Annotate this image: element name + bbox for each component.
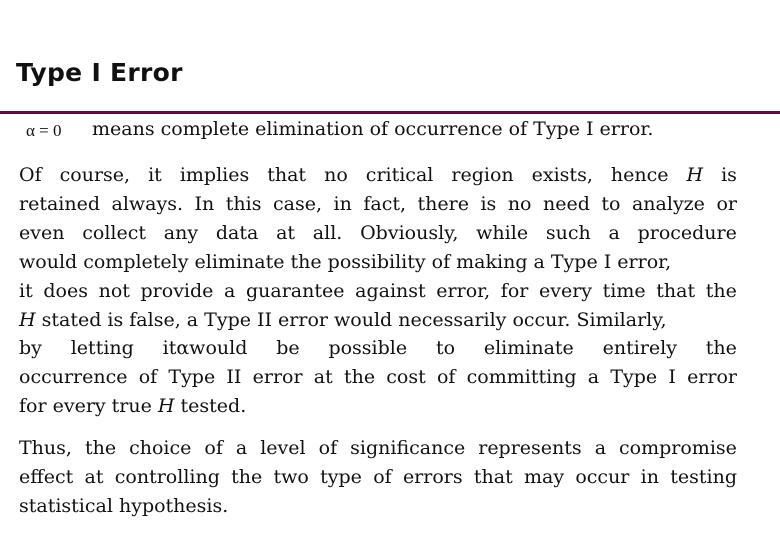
word: by bbox=[19, 337, 42, 360]
word: a bbox=[608, 221, 620, 244]
word: possible bbox=[328, 337, 408, 360]
word: no bbox=[507, 192, 532, 215]
text-segment: H stated is false, a Type II error would necessarily occur. Similarly, bbox=[19, 308, 667, 331]
word: implies bbox=[179, 164, 250, 186]
text-segment: statistical hypothesis. bbox=[19, 494, 229, 517]
word: effect bbox=[19, 465, 74, 488]
word: critical bbox=[365, 164, 434, 186]
word: exists, bbox=[531, 164, 593, 186]
word: that bbox=[473, 465, 513, 488]
word: collect bbox=[82, 221, 146, 244]
word: of bbox=[318, 437, 338, 459]
word: time bbox=[602, 279, 646, 302]
word: such bbox=[545, 221, 591, 244]
word: course, bbox=[59, 164, 131, 186]
word: letting bbox=[70, 337, 134, 360]
word: type bbox=[320, 465, 362, 488]
word: that bbox=[656, 279, 696, 302]
word: Type bbox=[610, 366, 658, 389]
word: at bbox=[276, 221, 296, 244]
word: is bbox=[480, 192, 497, 215]
word: committing bbox=[466, 366, 577, 389]
word: procedure bbox=[637, 221, 737, 244]
word: always. bbox=[111, 192, 184, 215]
word: retained bbox=[19, 192, 101, 215]
word: occur bbox=[575, 465, 630, 488]
word: that bbox=[267, 164, 307, 186]
word: Thus, bbox=[19, 437, 72, 459]
word: the bbox=[84, 437, 117, 459]
word: there bbox=[417, 192, 469, 215]
word: error bbox=[252, 366, 303, 389]
word: level bbox=[260, 437, 306, 459]
word: testing bbox=[670, 465, 737, 488]
text-line bbox=[19, 277, 737, 306]
alpha-equals-zero: α = 0 bbox=[26, 121, 62, 140]
text-line bbox=[19, 219, 737, 248]
slide-title: Type I Error bbox=[16, 58, 183, 87]
word: for bbox=[500, 279, 529, 302]
word: represents bbox=[478, 437, 582, 459]
word: II bbox=[226, 366, 242, 389]
word: of bbox=[138, 366, 158, 389]
word: against bbox=[355, 279, 426, 302]
word: the bbox=[343, 366, 376, 389]
word: entirely bbox=[602, 337, 677, 360]
text-line bbox=[19, 248, 737, 277]
word: at bbox=[313, 366, 333, 389]
word: analyze bbox=[631, 192, 705, 215]
word: in bbox=[640, 465, 659, 488]
alpha-explanation: means complete elimination of occurrence of Type I error. bbox=[92, 118, 654, 140]
word: it bbox=[148, 164, 162, 186]
word: a bbox=[224, 279, 236, 302]
word: every bbox=[538, 279, 593, 302]
paragraph-2 bbox=[19, 434, 737, 521]
word: errors bbox=[402, 465, 463, 488]
word: significance bbox=[350, 437, 466, 459]
text-line bbox=[19, 334, 737, 363]
word: Type bbox=[168, 366, 216, 389]
word: a bbox=[235, 437, 248, 459]
word: the bbox=[705, 279, 737, 302]
word: In bbox=[194, 192, 215, 215]
word: or bbox=[716, 192, 737, 215]
word: itαwould bbox=[162, 337, 248, 360]
word: hence bbox=[610, 164, 669, 186]
word: the bbox=[231, 465, 263, 488]
word: all. bbox=[312, 221, 343, 244]
text-line bbox=[19, 161, 737, 190]
word: I bbox=[668, 366, 676, 389]
word: two bbox=[273, 465, 309, 488]
word: of bbox=[436, 366, 456, 389]
word: it bbox=[19, 279, 33, 302]
word: error bbox=[687, 366, 737, 389]
word: to bbox=[601, 192, 621, 215]
word: of bbox=[204, 437, 223, 459]
word: provide bbox=[140, 279, 214, 302]
word: compromise bbox=[619, 437, 737, 459]
text-line bbox=[19, 492, 737, 521]
word: a bbox=[587, 366, 600, 389]
word: eliminate bbox=[483, 337, 574, 360]
paragraph-1 bbox=[19, 161, 737, 421]
text-line bbox=[19, 306, 737, 335]
word: choice bbox=[129, 437, 192, 459]
word: any bbox=[163, 221, 199, 244]
text-line bbox=[19, 392, 737, 421]
word: be bbox=[276, 337, 300, 360]
word: Obviously, bbox=[360, 221, 459, 244]
word: data bbox=[215, 221, 259, 244]
word: region bbox=[451, 164, 514, 186]
word: does bbox=[43, 279, 88, 302]
word: is bbox=[721, 164, 737, 186]
text-segment: would completely eliminate the possibility of making a Type I error, bbox=[19, 250, 672, 273]
word: cost bbox=[386, 366, 426, 389]
word: to bbox=[435, 337, 456, 360]
word: the bbox=[705, 337, 737, 360]
word: may bbox=[524, 465, 565, 488]
word: this bbox=[225, 192, 262, 215]
text-line bbox=[19, 463, 737, 492]
word: occurrence bbox=[19, 366, 128, 389]
text-line bbox=[19, 363, 737, 392]
word: no bbox=[324, 164, 348, 186]
word: controlling bbox=[114, 465, 220, 488]
word: while bbox=[476, 221, 529, 244]
word: a bbox=[594, 437, 607, 459]
title-divider bbox=[0, 111, 780, 114]
word: guarantee bbox=[246, 279, 345, 302]
word: Of bbox=[19, 164, 42, 186]
text-line bbox=[19, 190, 737, 219]
word: need bbox=[543, 192, 590, 215]
word: case, bbox=[273, 192, 323, 215]
text-segment: for every true H tested. bbox=[19, 395, 247, 418]
text-line bbox=[19, 434, 737, 463]
word: fact, bbox=[363, 192, 407, 215]
word: H bbox=[686, 164, 704, 186]
word: not bbox=[98, 279, 130, 302]
word: of bbox=[373, 465, 392, 488]
word: even bbox=[19, 221, 65, 244]
word: error, bbox=[436, 279, 491, 302]
word: at bbox=[84, 465, 104, 488]
word: in bbox=[333, 192, 352, 215]
